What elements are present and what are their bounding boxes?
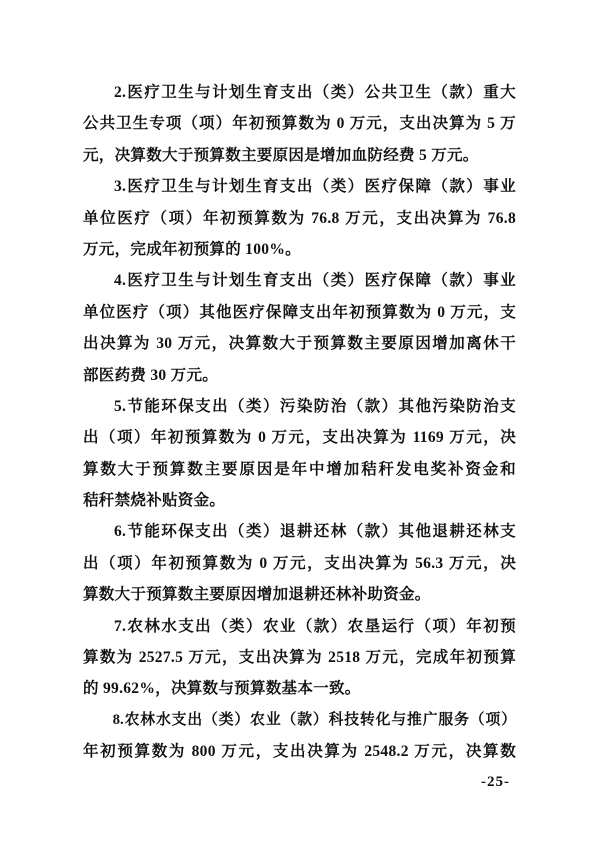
- paragraph-8: [83, 705, 516, 768]
- paragraph-line: 8.农林水支出（类）农业（款）科技转化与推广服务（项）: [112, 711, 516, 728]
- paragraph-line: 算数大于预算数主要原因增加退耕还林补助资金。: [83, 586, 431, 604]
- paragraph-6: [83, 516, 516, 610]
- paragraph-line: 5.节能环保支出（类）污染防治（款）其他污染防治支: [114, 397, 516, 415]
- paragraph-line: 的 99.62%，决算数与预算数基本一致。: [83, 680, 361, 698]
- paragraph-line: 秸秆禁烧补贴资金。: [83, 492, 226, 510]
- paragraph-line: 4.医疗卫生与计划生育支出（类）医疗保障（款）事业: [114, 272, 516, 290]
- paragraph-line: 部医药费 30 万元。: [83, 366, 219, 384]
- paragraph-3: [83, 171, 516, 265]
- paragraph-7: [83, 611, 516, 705]
- paragraph-line: 出（项）年初预算数为 0 万元，支出决算为 56.3 万元，决: [83, 554, 516, 572]
- paragraph-line: 3.医疗卫生与计划生育支出（类）医疗保障（款）事业: [114, 178, 516, 196]
- paragraph-line: 公共卫生专项（项）年初预算数为 0 万元，支出决算为 5 万: [83, 115, 516, 133]
- page-number: -25-: [481, 774, 510, 790]
- paragraph-line: 元，决算数大于预算数主要原因是增加血防经费 5 万元。: [83, 146, 479, 164]
- paragraph-2: [83, 77, 516, 171]
- paragraph-line: 算数为 2527.5 万元，支出决算为 2518 万元，完成年初预算: [83, 649, 516, 667]
- paragraph-line: 6.节能环保支出（类）退耕还林（款）其他退耕还林支: [114, 523, 516, 541]
- paragraph-line: 2.医疗卫生与计划生育支出（类）公共卫生（款）重大: [114, 84, 516, 101]
- paragraph-line: 出决算为 30 万元，决算数大于预算数主要原因增加离休干: [83, 335, 516, 353]
- document-body-text: [83, 77, 516, 768]
- paragraph-line: 单位医疗（项）其他医疗保障支出年初预算数为 0 万元，支: [83, 303, 516, 321]
- paragraph-4: [83, 265, 516, 391]
- paragraph-line: 年初预算数为 800 万元，支出决算为 2548.2 万元，决算数: [83, 743, 516, 761]
- paragraph-5: [83, 391, 516, 517]
- paragraph-line: 算数大于预算数主要原因是年中增加秸秆发电奖补资金和: [83, 460, 516, 478]
- paragraph-line: 万元，完成年初预算的 100%。: [83, 240, 301, 258]
- paragraph-line: 单位医疗（项）年初预算数为 76.8 万元，支出决算为 76.8: [83, 209, 516, 227]
- paragraph-line: 7.农林水支出（类）农业（款）农垦运行（项）年初预: [114, 617, 516, 635]
- paragraph-line: 出（项）年初预算数为 0 万元，支出决算为 1169 万元，决: [83, 429, 516, 447]
